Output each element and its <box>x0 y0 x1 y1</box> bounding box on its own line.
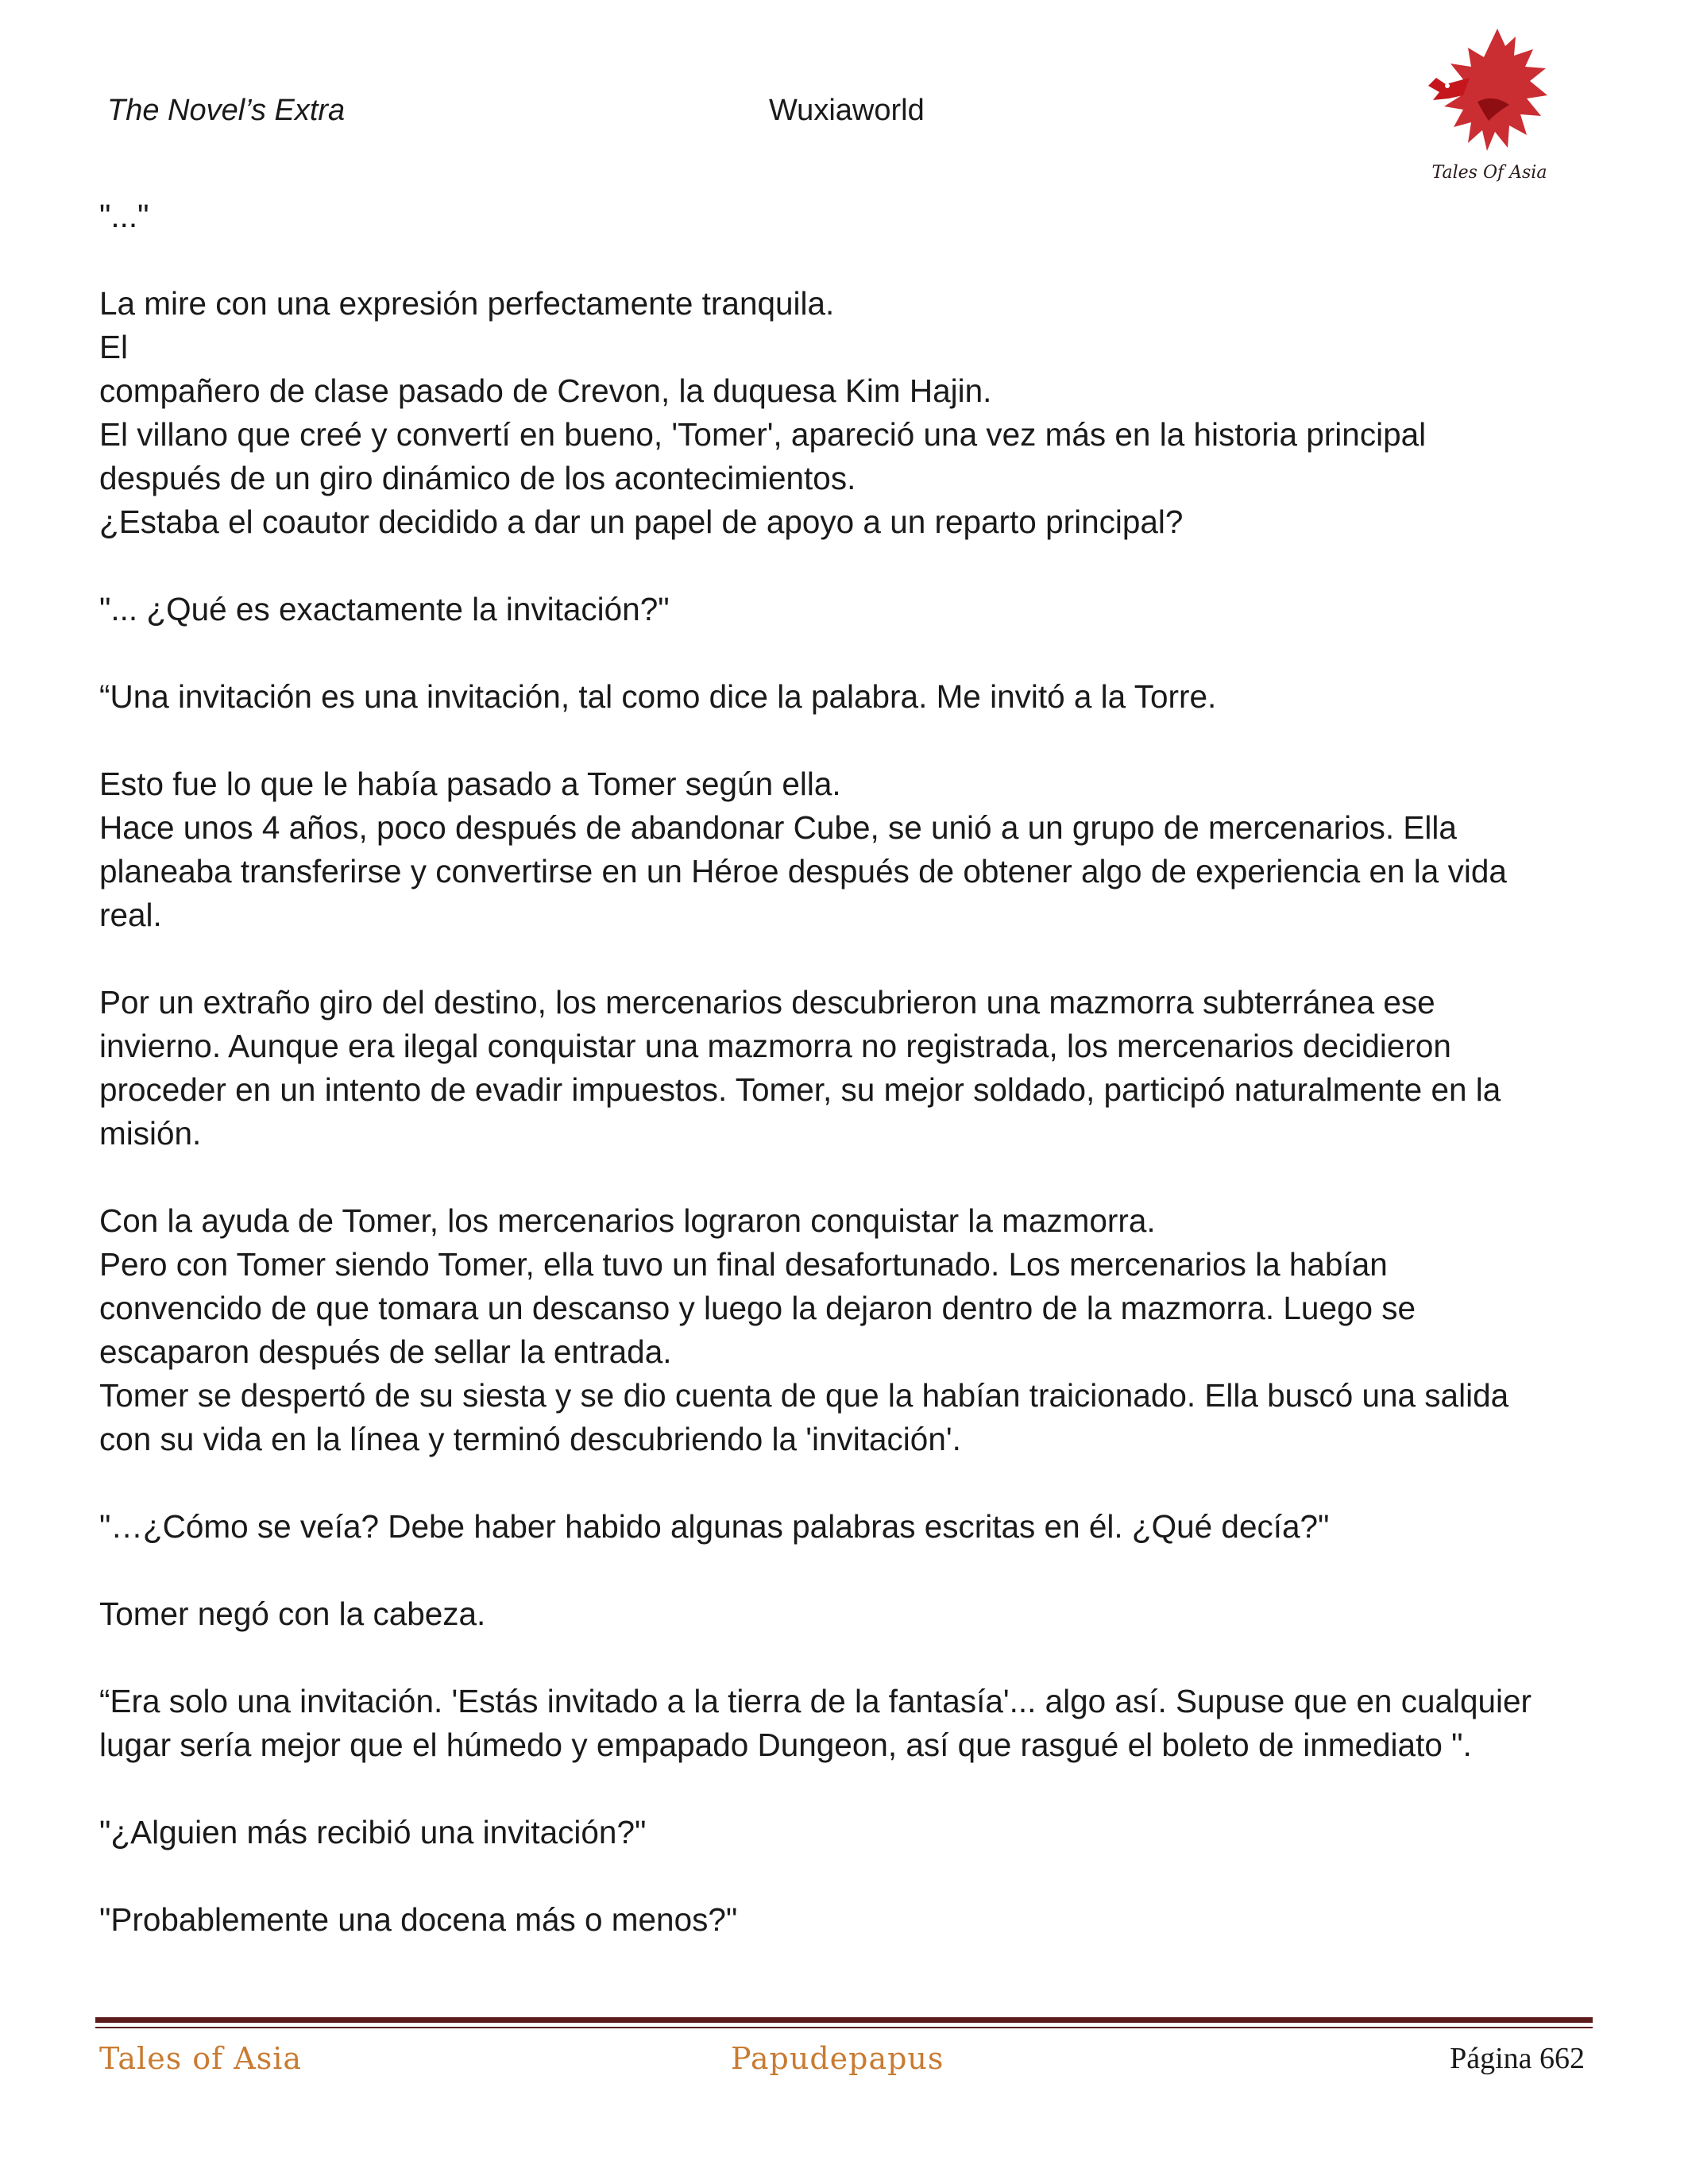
text-line: proceder en un intento de evadir impuestos. Tomer, su mejor soldado, participó naturalmente en la <box>99 1071 1501 1108</box>
text-line: Tomer se despertó de su siesta y se dio cuenta de que la habían traicionado. Ella buscó una salida <box>99 1377 1509 1414</box>
text-line: compañero de clase pasado de Crevon, la duquesa Kim Hajin. <box>99 372 992 409</box>
tales-of-asia-logo <box>1422 22 1557 189</box>
text-line: El <box>99 329 129 365</box>
page-number: Página 662 <box>1450 2042 1585 2075</box>
paragraph <box>99 195 1593 238</box>
paragraph <box>99 1199 1593 1461</box>
paragraph <box>99 675 1593 719</box>
text-line: "... ¿Qué es exactamente la invitación?" <box>99 591 670 627</box>
text-line: El villano que creé y convertí en bueno, 'Tomer', apareció una vez más en la historia principal <box>99 416 1427 453</box>
text-line: “Una invitación es una invitación, tal como dice la palabra. Me invitó a la Torre. <box>99 678 1217 715</box>
text-line: “Era solo una invitación. 'Estás invitado a la tierra de la fantasía'... algo así. Supuse que en cualquier <box>99 1683 1532 1719</box>
paragraph <box>99 588 1593 631</box>
chapter-body <box>99 195 1593 1985</box>
header-site-name: Wuxiaworld <box>769 94 925 127</box>
text-line: La mire con una expresión perfectamente tranquila. <box>99 285 835 322</box>
text-line: real. <box>99 897 162 933</box>
logo-text: Tales Of Asia <box>1431 163 1547 183</box>
paragraph <box>99 1811 1593 1854</box>
paragraph <box>99 981 1593 1156</box>
footer-translator: Papudepapus <box>731 2041 944 2076</box>
text-line: planeaba transferirse y convertirse en un Héroe después de obtener algo de experiencia en la vida <box>99 853 1507 889</box>
paragraph <box>99 1592 1593 1636</box>
text-line: "..." <box>99 198 149 234</box>
paragraph <box>99 1680 1593 1767</box>
text-line: "Probablemente una docena más o menos?" <box>99 1901 738 1938</box>
paragraph <box>99 762 1593 937</box>
text-line: Con la ayuda de Tomer, los mercenarios lograron conquistar la mazmorra. <box>99 1202 1156 1239</box>
text-line: misión. <box>99 1115 202 1152</box>
footer-rule-thick <box>95 2017 1593 2023</box>
footer-rule-thin <box>95 2027 1593 2028</box>
text-line: "¿Alguien más recibió una invitación?" <box>99 1814 647 1850</box>
text-line: Por un extraño giro del destino, los mercenarios descubrieron una mazmorra subterránea ese <box>99 984 1435 1021</box>
text-line: Pero con Tomer siendo Tomer, ella tuvo un final desafortunado. Los mercenarios la habían <box>99 1246 1388 1283</box>
text-line: escaparon después de sellar la entrada. <box>99 1333 672 1370</box>
text-line: "…¿Cómo se veía? Debe haber habido algunas palabras escritas en él. ¿Qué decía?" <box>99 1508 1330 1545</box>
text-line: después de un giro dinámico de los acontecimientos. <box>99 460 856 496</box>
text-line: convencido de que tomara un descanso y luego la dejaron dentro de la mazmorra. Luego se <box>99 1290 1416 1326</box>
text-line: ¿Estaba el coautor decidido a dar un papel de apoyo a un reparto principal? <box>99 504 1184 540</box>
text-line: lugar sería mejor que el húmedo y empapado Dungeon, así que rasgué el boleto de inmediato ". <box>99 1727 1472 1763</box>
text-line: Tomer negó con la cabeza. <box>99 1596 486 1632</box>
paragraph <box>99 1898 1593 1942</box>
footer-brand: Tales of Asia <box>99 2041 303 2076</box>
text-line: con su vida en la línea y terminó descubriendo la 'invitación'. <box>99 1421 961 1457</box>
paragraph <box>99 282 1593 544</box>
text-line: invierno. Aunque era ilegal conquistar una mazmorra no registrada, los mercenarios decidieron <box>99 1028 1451 1064</box>
text-line: Esto fue lo que le había pasado a Tomer según ella. <box>99 766 841 802</box>
paragraph <box>99 1505 1593 1549</box>
header-book-title: The Novel’s Extra <box>107 94 346 127</box>
text-line: Hace unos 4 años, poco después de abandonar Cube, se unió a un grupo de mercenarios. Ella <box>99 809 1457 846</box>
